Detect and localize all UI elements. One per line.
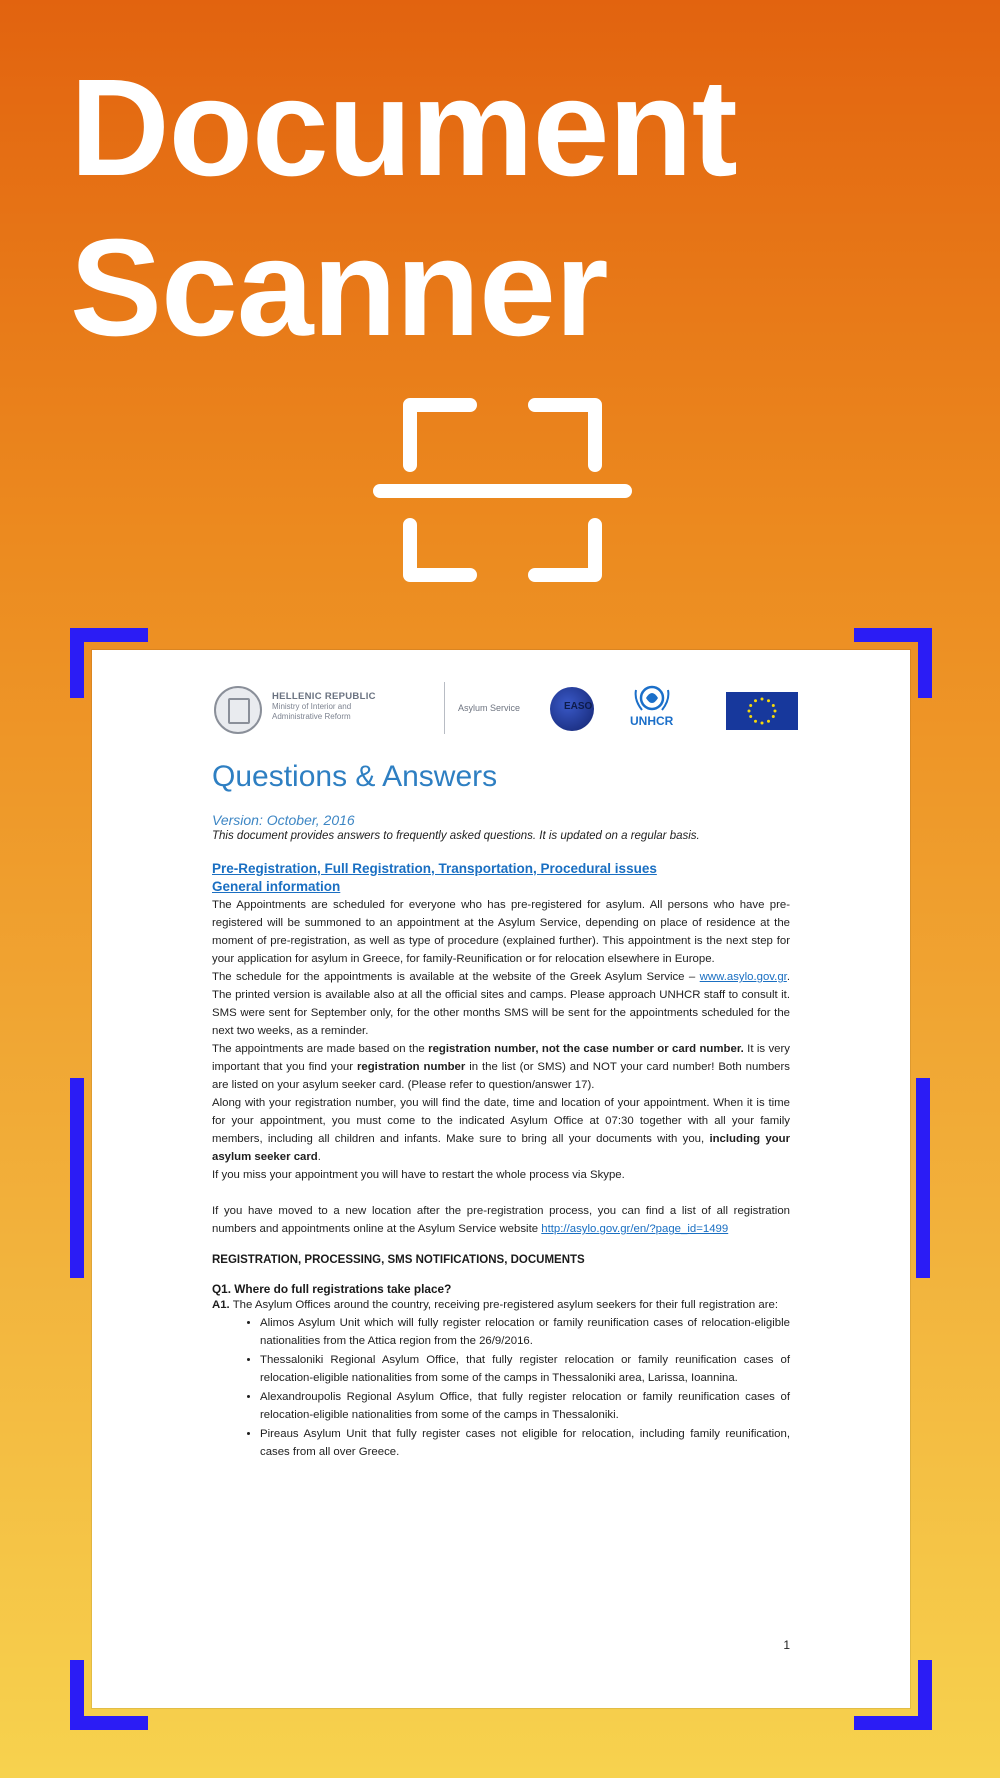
document-intro: This document provides answers to frequently asked questions. It is updated on a regular basis.	[212, 830, 700, 842]
paragraph-missed-appointment: If you miss your appointment you will have to restart the whole process via Skype.	[212, 1169, 625, 1181]
paragraph-schedule	[212, 968, 790, 1040]
answer-1	[212, 1296, 790, 1314]
reg-bold-1: registration number	[428, 1043, 536, 1055]
hr-title: HELLENIC REPUBLIC	[272, 691, 376, 702]
reg-text-d: It is very important that you find your	[212, 1043, 790, 1073]
list-item: • Alexandroupolis Regional Asylum Office, that fully register relocation or family reunification cases of relocation-eligible nationalities from some of the camps in Thessaloniki.	[260, 1388, 790, 1424]
question-1: Q1. Where do full registrations take place?	[212, 1282, 452, 1296]
unhcr-label: UNHCR	[630, 714, 674, 728]
details-text: Along with your registration number, you will find the date, time and location of your appointment. When it is time for your appointment, you must come to the indicated Asylum Office at 07:30 together with all your family members, including all children and infants. Make sure to bring all your documents with you,	[212, 1097, 790, 1145]
asylo-website-link[interactable]: www.asylo.gov.gr	[699, 971, 787, 983]
paragraph-appointment-details	[212, 1094, 790, 1166]
section-link-general-info[interactable]: General information	[212, 879, 341, 894]
schedule-text: The schedule for the appointments is available at the website of the Greek Asylum Service –	[212, 971, 696, 983]
appointments-page-link[interactable]: http://asylo.gov.gr/en/?page_id=1499	[541, 1223, 729, 1235]
document-version: Version: October, 2016	[212, 812, 355, 828]
document-content	[212, 678, 790, 1462]
app-title-line1: Document	[70, 51, 737, 205]
hr-subtitle-2: Administrative Reform	[272, 712, 351, 721]
paragraph-appointments: The Appointments are scheduled for everyone who has pre-registered for asylum. All persons who have pre-registered will be summoned to an appointment at the Asylum Service, depending on place of residence at the moment of pre-registration, as well as type of procedure (explained further). This appointment is the next step for your application for asylum in Greece, for family-Reunification or for relocation elsewhere in Europe.	[212, 899, 790, 965]
logo-divider	[444, 682, 445, 734]
easo-label: EASO	[564, 701, 593, 712]
app-title-line2: Scanner	[70, 211, 608, 365]
hr-subtitle-1: Ministry of Interior and	[272, 702, 352, 711]
section-heading-registration: REGISTRATION, PROCESSING, SMS NOTIFICATIONS, DOCUMENTS	[212, 1254, 585, 1266]
asylum-service-label: Asylum Service	[458, 703, 521, 713]
details-bold: including your asylum seeker card	[212, 1133, 790, 1163]
paragraph-registration-number	[212, 1040, 790, 1094]
greek-seal-icon	[214, 686, 262, 734]
list-item: • Alimos Asylum Unit which will fully register relocation or family reunification cases of relocation-eligible nationalities from the Attica region from the 26/9/2016.	[260, 1314, 790, 1350]
answer-1-text: The Asylum Offices around the country, receiving pre-registered asylum seekers for their full registration are:	[232, 1299, 779, 1311]
page-number: 1	[783, 1638, 790, 1652]
reg-bold-3: registration number	[356, 1061, 466, 1073]
reg-text-e: in the list (or SMS) and NOT your card number! Both numbers are listed on your asylum seeker card. (Please refer to question/answer 17).	[212, 1061, 790, 1091]
document-header-logos	[212, 678, 790, 738]
unhcr-logo-icon	[632, 684, 672, 714]
list-item: • Pireaus Asylum Unit that fully register cases not eligible for relocation, including family reunification, cases from all over Greece.	[260, 1425, 790, 1461]
spacer	[212, 1184, 790, 1202]
moved-text: If you have moved to a new location after the pre-registration process, you can find a list of all registration numbers and appointments online at the Asylum Service website	[212, 1205, 790, 1235]
reg-bold-2: not the case number or card number.	[541, 1043, 744, 1055]
frame-edge-right	[916, 1078, 930, 1278]
app-title	[70, 48, 737, 368]
reg-comma: ,	[535, 1043, 539, 1055]
answer-1-label: A1.	[212, 1299, 230, 1311]
scanned-document[interactable]	[92, 650, 910, 1708]
eu-flag-icon	[726, 692, 798, 730]
frame-edge-left	[70, 1078, 84, 1278]
paragraph-moved-location	[212, 1202, 790, 1238]
section-link-registration[interactable]: Pre-Registration, Full Registration, Transportation, Procedural issues	[212, 861, 657, 876]
hellenic-republic-label	[272, 691, 376, 722]
scan-icon	[370, 395, 640, 595]
schedule-text-2: . The printed version is available also at all the official sites and camps. Please approach UNHCR staff to consult it. SMS were sent for September only, for the other months SMS will be sent for the appointments scheduled for the next two weeks, as a reminder.	[212, 971, 790, 1037]
details-period: .	[317, 1151, 321, 1163]
list-item: • Thessaloniki Regional Asylum Office, that fully register relocation or family reunification cases of relocation-eligible nationalities from some of the camps in Thessaloniki area, Larissa, Ioannina.	[260, 1351, 790, 1387]
reg-text-a: The appointments are made based on the	[212, 1043, 425, 1055]
document-title: Questions & Answers	[212, 760, 498, 793]
asylum-offices-list	[212, 1314, 790, 1461]
